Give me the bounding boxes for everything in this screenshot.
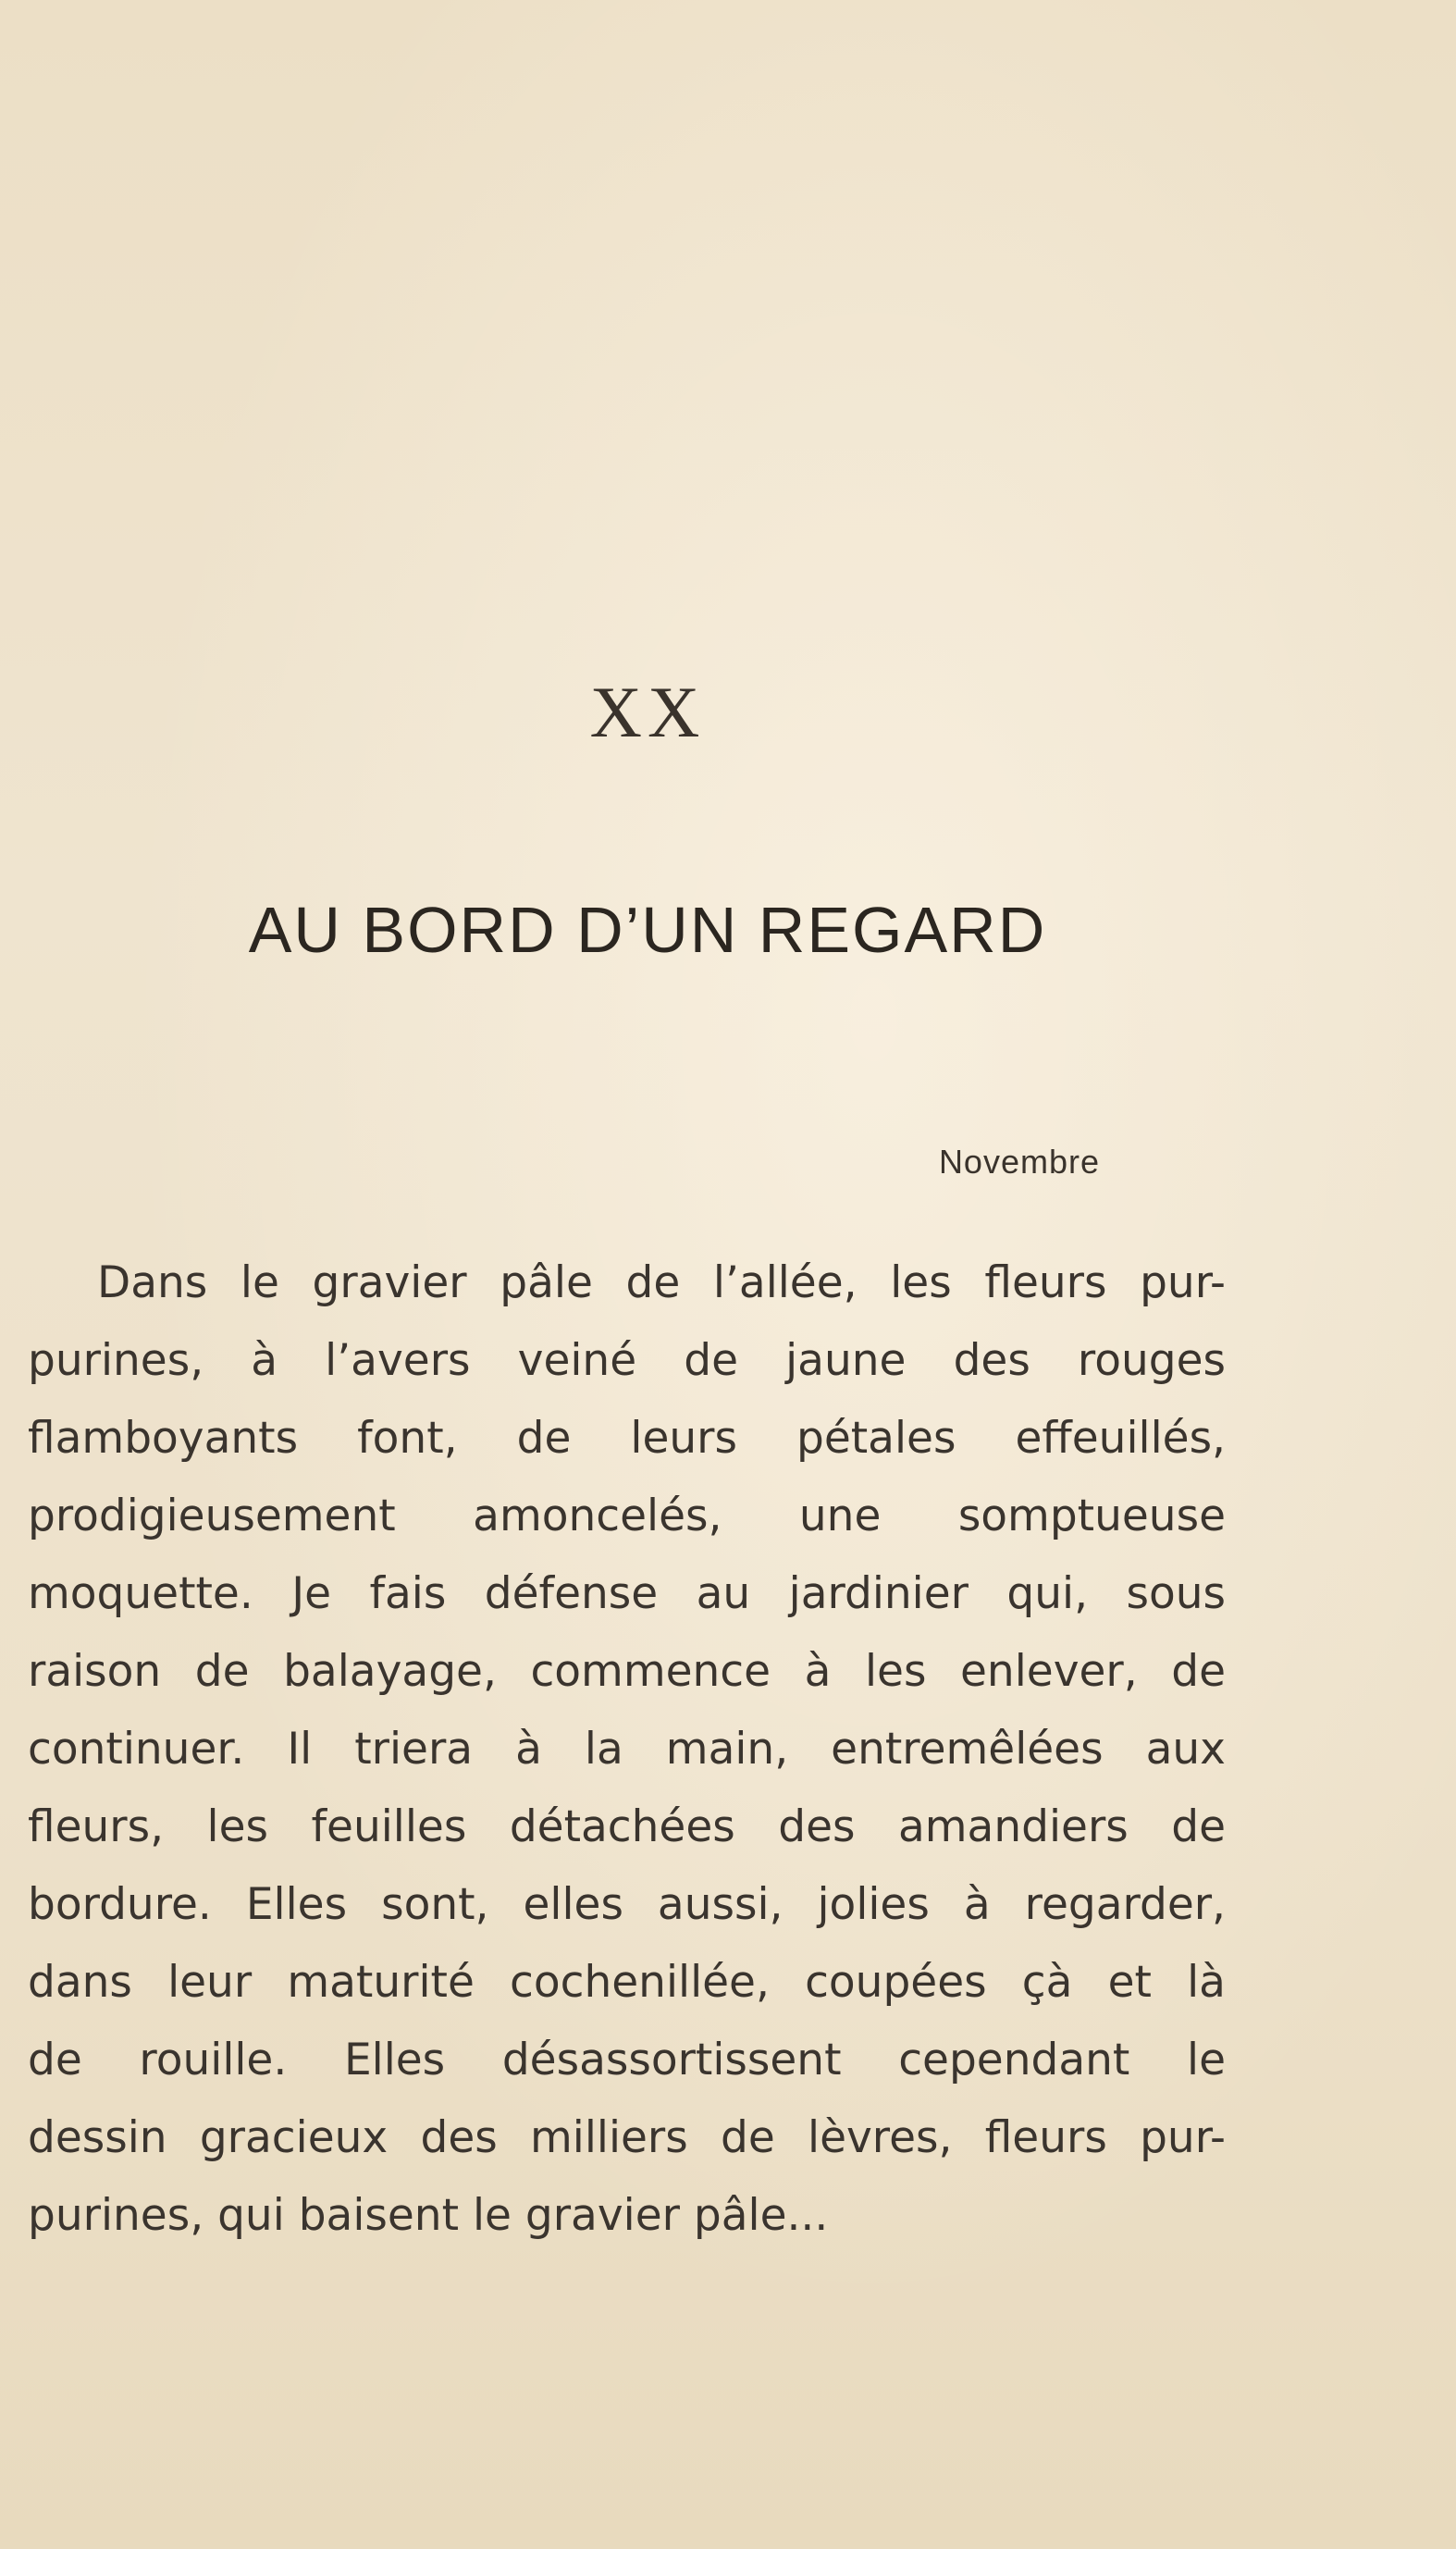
text-line: dans leur maturité cochenillée, coupées çà et là: [28, 1957, 1226, 2008]
text-line: moquette. Je fais défense au jardinier qui, sous: [28, 1568, 1226, 1619]
text-line: raison de balayage, commence à les enlever, de: [28, 1646, 1226, 1697]
text-line: continuer. Il triera à la main, entremêlées aux: [28, 1724, 1226, 1775]
text-line: purines, à l’avers veiné de jaune des rouges: [28, 1335, 1226, 1386]
chapter-number: XX: [589, 672, 706, 752]
text-line: dessin gracieux des milliers de lèvres, fleurs pur-: [28, 2112, 1226, 2163]
text-line: de rouille. Elles désassortissent cependant le: [28, 2035, 1226, 2085]
text-line: bordure. Elles sont, elles aussi, jolies à regarder,: [28, 1879, 1226, 1930]
text-line: prodigieusement amoncelés, une somptueuse: [28, 1491, 1226, 1541]
text-line: fleurs, les feuilles détachées des amandiers de: [28, 1801, 1226, 1852]
text-line: Dans le gravier pâle de l’allée, les fleurs pur-: [97, 1257, 1226, 1308]
body-paragraph: [28, 1244, 1226, 2255]
dateline: Novembre: [938, 1143, 1100, 1181]
text-line: purines, qui baisent le gravier pâle...: [28, 2190, 829, 2241]
text-line: flamboyants font, de leurs pétales effeuillés,: [28, 1413, 1226, 1464]
chapter-title: AU BORD D’UN REGARD: [248, 894, 1047, 966]
